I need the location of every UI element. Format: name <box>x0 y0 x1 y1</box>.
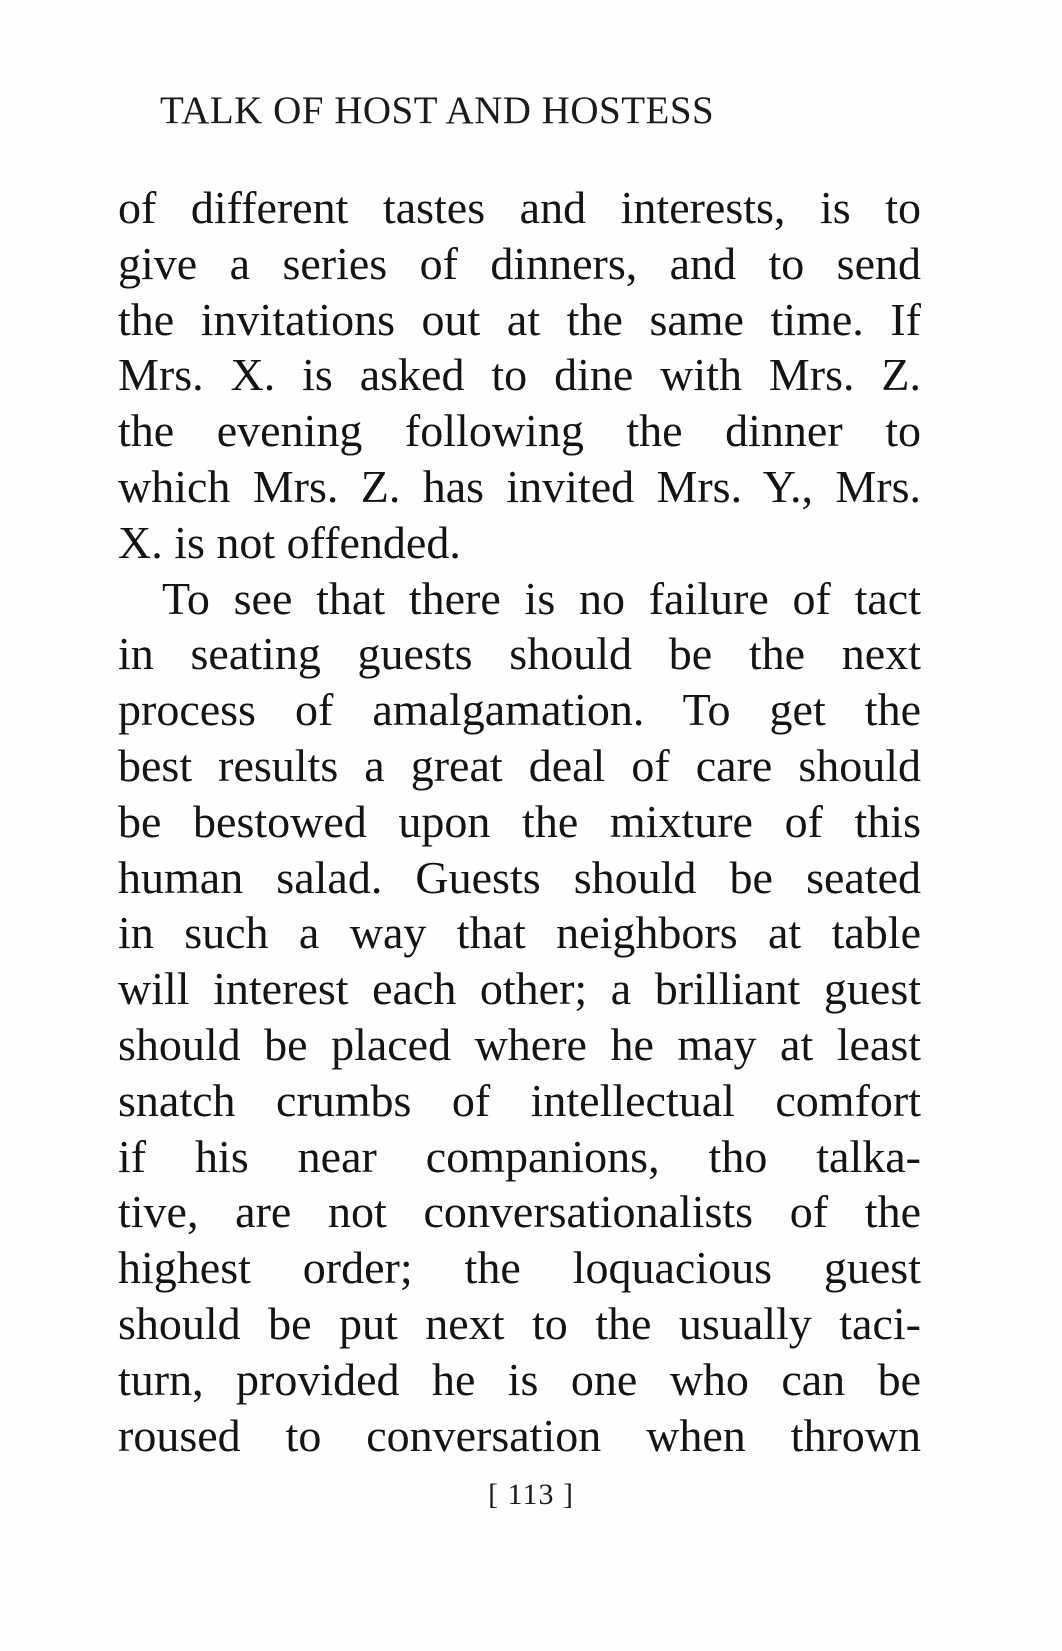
text-line: turn, provided he is one who can be <box>118 1353 921 1405</box>
text-line: X. is not offended. <box>118 516 461 568</box>
paragraph-1 <box>118 180 921 571</box>
text-line: roused to conversation when thrown <box>118 1409 921 1461</box>
text-line: process of amalgamation. To get the <box>118 684 921 736</box>
page-number: [ 113 ] <box>488 1478 574 1511</box>
text-line: highest order; the loquacious guest <box>118 1242 921 1294</box>
text-line: give a series of dinners, and to send <box>118 237 921 289</box>
text-line: snatch crumbs of intellectual comfort <box>118 1074 921 1126</box>
text-line: should be put next to the usually taci- <box>118 1297 921 1349</box>
text-line: the invitations out at the same time. If <box>118 293 921 345</box>
text-line: if his near companions, tho talka- <box>118 1130 921 1182</box>
text-line: To see that there is no failure of tact <box>162 572 921 624</box>
text-line: Mrs. X. is asked to dine with Mrs. Z. <box>118 349 921 401</box>
text-line: the evening following the dinner to <box>118 405 921 457</box>
text-line: should be placed where he may at least <box>118 1018 921 1070</box>
text-line: human salad. Guests should be seated <box>118 851 921 903</box>
text-line: will interest each other; a brilliant guest <box>118 963 921 1015</box>
running-head: TALK OF HOST AND HOSTESS <box>160 89 715 132</box>
text-line: best results a great deal of care should <box>118 739 921 791</box>
text-line: of different tastes and interests, is to <box>118 182 921 233</box>
text-line: in seating guests should be the next <box>118 628 921 680</box>
paragraph-2 <box>118 571 921 1464</box>
text-line: in such a way that neighbors at table <box>118 907 921 959</box>
body-text <box>118 180 921 1463</box>
text-line: be bestowed upon the mixture of this <box>118 795 921 847</box>
text-line: tive, are not conversationalists of the <box>118 1186 921 1238</box>
text-line: which Mrs. Z. has invited Mrs. Y., Mrs. <box>118 460 921 512</box>
